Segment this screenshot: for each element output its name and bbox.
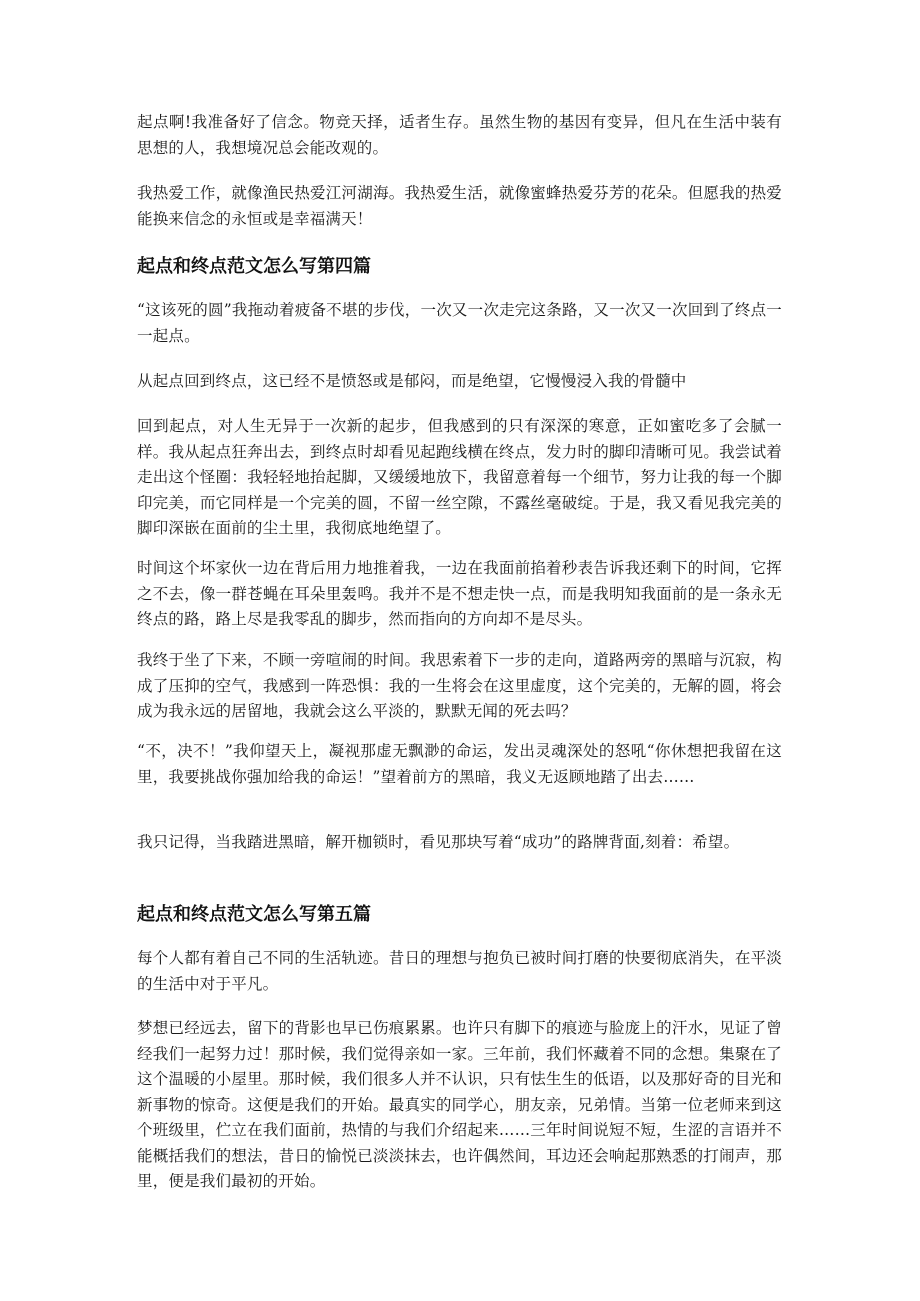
paragraph: 我热爱工作，就像渔民热爱江河湖海。我热爱生活，就像蜜蜂热爱芬芳的花朵。但愿我的热爱能换来信念的永恒或是幸福满天！ [137,184,782,228]
paragraph: 时间这个坏家伙一边在背后用力地推着我，一边在我面前掐着秒表告诉我还剩下的时间，它挥之不去，像一群苍蝇在耳朵里轰鸣。我并不是不想走快一点，而是我明知我面前的是一条永无终点的路，路上尽是我零乱的脚步，然而指向的方向却不是尽头。 [137,559,782,628]
paragraph: “不，决不！”我仰望天上，凝视那虚无飘渺的命运，发出灵魂深处的怒吼“你休想把我留在这里，我要挑战你强加给我的命运！”望着前方的黑暗，我义无返顾地踏了出去…… [137,742,782,786]
paragraph: 梦想已经远去，留下的背影也早已伤痕累累。也许只有脚下的痕迹与脸庞上的汗水，见证了曾经我们一起努力过！那时候，我们觉得亲如一家。三年前，我们怀藏着不同的念想。集聚在了这个温暖的小屋里。那时候，我们很多人并不认识，只有怯生生的低语，以及那好奇的目光和新事物的惊奇。这便是我们的开始。最真实的同学心，朋友亲，兄弟情。当第一位老师来到这个班级里，伫立在我们面前，热情的与我们介绍起来……三年时间说短不短，生涩的言语并不能概括我们的想法，昔日的愉悦已淡淡抹去，也许偶然间，耳边还会响起那熟悉的打闹声，那里，便是我们最初的开始。 [137,1019,782,1190]
paragraph: 从起点回到终点，这已经不是愤怒或是郁闷，而是绝望，它慢慢浸入我的骨髓中 [137,372,687,390]
section-heading: 起点和终点范文怎么写第四篇 [137,256,371,277]
paragraph: 我只记得，当我踏进黑暗，解开枷锁时，看见那块写着“成功”的路牌背面,刻着：希望。 [137,833,740,851]
paragraph: 回到起点，对人生无异于一次新的起步，但我感到的只有深深的寒意，正如蜜吃多了会腻一样。我从起点狂奔出去，到终点时却看见起跑线横在终点，发力时的脚印清晰可见。我尝试着走出这个怪圈：我轻轻地抬起脚，又缓缓地放下，我留意着每一个细节，努力让我的每一个脚印完美，而它同样是一个完美的圆，不留一丝空隙，不露丝毫破绽。于是，我又看见我完美的脚印深嵌在面前的尘土里，我彻底地绝望了。 [137,417,782,537]
paragraph: 我终于坐了下来，不顾一旁喧闹的时间。我思索着下一步的走向，道路两旁的黑暗与沉寂，构成了压抑的空气，我感到一阵恐惧：我的一生将会在这里虚度，这个完美的，无解的圆，将会成为我永远的居留地，我就会这么平淡的，默默无闻的死去吗？ [137,651,782,720]
paragraph: “这该死的圆”我拖动着疲备不堪的步伐，一次又一次走完这条路，又一次又一次回到了终点一一起点。 [137,301,782,345]
section-heading: 起点和终点范文怎么写第五篇 [137,904,371,925]
paragraph: 每个人都有着自己不同的生活轨迹。昔日的理想与抱负已被时间打磨的快要彻底消失，在平淡的生活中对于平凡。 [137,949,782,993]
paragraph: 起点啊!我准备好了信念。物竞天择，适者生存。虽然生物的基因有变异，但凡在生活中装有思想的人，我想境况总会能改观的。 [137,113,782,157]
